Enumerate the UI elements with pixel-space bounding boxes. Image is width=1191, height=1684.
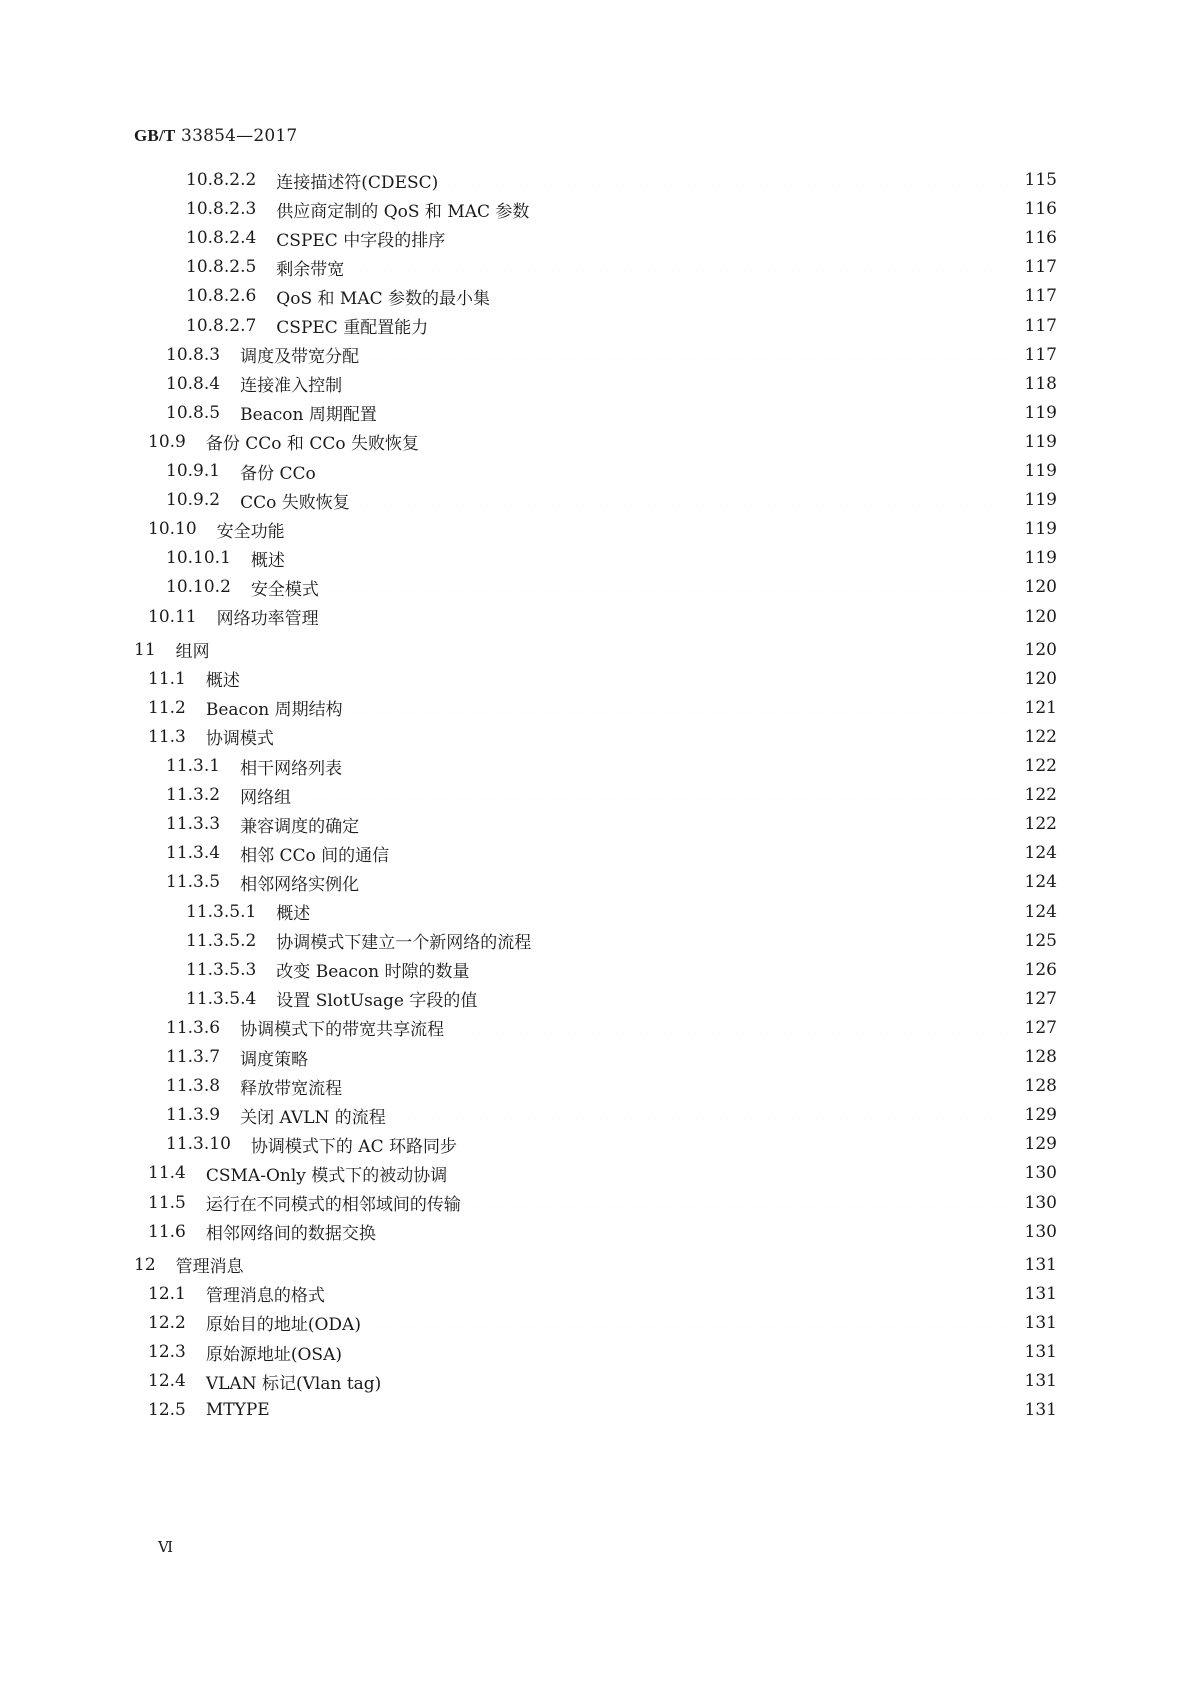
dot-leader <box>394 1110 1013 1120</box>
dot-leader <box>248 674 1013 684</box>
toc-entry-title: 连接描述符(CDESC) <box>276 172 439 193</box>
dot-leader <box>358 495 1013 505</box>
toc-entry-page: 119 <box>1024 402 1057 423</box>
toc-entry-title: CSPEC 中字段的排序 <box>276 230 446 251</box>
dot-leader <box>469 1198 1013 1208</box>
toc-entry-page: 128 <box>1024 1047 1057 1067</box>
toc-entry-page: 130 <box>1024 1192 1057 1213</box>
toc-entry-title: 管理消息的格式 <box>205 1286 325 1307</box>
toc-entry[interactable] <box>166 1103 1057 1127</box>
toc-entry-number: 11.3.5.3 <box>186 959 257 980</box>
toc-entry-page: 130 <box>1024 1163 1057 1184</box>
toc-entry-title: 网络组 <box>240 787 292 808</box>
toc-entry-number: 11.3 <box>148 726 186 747</box>
dot-leader <box>327 612 1013 622</box>
toc-entry-page: 119 <box>1024 548 1057 569</box>
toc-entry-number: 10.10 <box>148 519 197 540</box>
toc-entry-number: 10.11 <box>148 606 197 627</box>
toc-entry-page: 122 <box>1024 814 1057 835</box>
toc-entry-number: 11.1 <box>148 668 186 689</box>
toc-entry[interactable] <box>166 546 1057 570</box>
toc-entry[interactable] <box>166 1016 1057 1040</box>
toc-entry-page: 124 <box>1024 872 1057 893</box>
dot-leader <box>324 466 1013 476</box>
toc-entry[interactable] <box>148 605 1057 629</box>
toc-entry-number: 10.10.1 <box>166 548 231 569</box>
toc-entry[interactable] <box>186 900 1057 924</box>
toc-entry-title: 概述 <box>250 550 285 571</box>
toc-entry[interactable] <box>166 459 1057 483</box>
toc-entry-page: 117 <box>1024 257 1057 278</box>
toc-entry-title: 剩余带宽 <box>276 259 345 280</box>
toc-entry-number: 11.3.7 <box>166 1047 221 1067</box>
toc-entry-page: 116 <box>1024 228 1057 249</box>
toc-entry-page: 121 <box>1024 697 1057 718</box>
toc-entry[interactable] <box>166 575 1057 599</box>
toc-entry[interactable] <box>148 667 1057 691</box>
toc-entry[interactable] <box>166 812 1057 836</box>
toc-entry-title: 协调模式下建立一个新网络的流程 <box>276 933 532 954</box>
toc-entry-title: CSMA-Only 模式下的被动协调 <box>205 1165 448 1186</box>
toc-entry-number: 10.9.1 <box>166 461 221 481</box>
toc-entry-number: 12 <box>134 1254 156 1275</box>
toc-entry-number: 12.1 <box>148 1283 186 1304</box>
dot-leader <box>367 350 1013 360</box>
toc-entry-page: 131 <box>1024 1371 1057 1392</box>
toc-entry-number: 10.8.2.2 <box>186 170 257 190</box>
toc-entry[interactable] <box>186 197 1057 221</box>
toc-entry-page: 131 <box>1024 1342 1057 1362</box>
toc-entry[interactable] <box>186 958 1057 982</box>
toc-entry-title: 设置 SlotUsage 字段的值 <box>276 991 478 1012</box>
dot-leader <box>485 994 1013 1004</box>
toc-entry-number: 11.3.8 <box>166 1076 221 1097</box>
toc-entry[interactable] <box>186 226 1057 250</box>
toc-entry-page: 117 <box>1024 344 1057 365</box>
toc-entry-title: VLAN 标记(Vlan tag) <box>205 1373 382 1394</box>
toc-entry[interactable] <box>166 841 1057 865</box>
toc-entry-number: 11.3.3 <box>166 814 221 835</box>
toc-entry-title: 协调模式下的 AC 环路同步 <box>250 1136 457 1157</box>
toc-entry[interactable] <box>166 372 1057 396</box>
dot-leader <box>427 437 1013 447</box>
dot-leader <box>384 1227 1013 1237</box>
toc-entry[interactable] <box>148 1398 1057 1422</box>
toc-entry-number: 11.3.1 <box>166 756 221 776</box>
dot-leader <box>282 732 1013 742</box>
dot-leader <box>455 1168 1013 1178</box>
toc-entry-title: 安全功能 <box>216 521 285 542</box>
toc-entry-title: 原始目的地址(ODA) <box>205 1315 361 1336</box>
toc-entry-number: 10.8.3 <box>166 344 221 365</box>
toc-entry-page: 127 <box>1024 1017 1057 1038</box>
toc-entry-page: 131 <box>1024 1400 1057 1421</box>
toc-entry-title: 协调模式 <box>205 729 274 750</box>
toc-entry-page: 122 <box>1024 756 1057 776</box>
toc-entry-number: 10.8.2.5 <box>186 257 257 278</box>
dot-leader <box>452 1023 1013 1033</box>
toc-entry-page: 122 <box>1024 726 1057 747</box>
toc-entry-number: 10.9.2 <box>166 490 221 511</box>
toc-entry-number: 11.6 <box>148 1221 186 1242</box>
dot-leader <box>369 1318 1013 1328</box>
toc-entry[interactable] <box>166 1132 1057 1156</box>
toc-entry-title: CSPEC 重配置能力 <box>276 318 429 338</box>
toc-entry-title: 供应商定制的 QoS 和 MAC 参数 <box>276 201 530 222</box>
dot-leader <box>252 1260 1013 1270</box>
toc-entry-page: 124 <box>1024 901 1057 922</box>
toc-entry[interactable] <box>148 725 1057 749</box>
dot-leader <box>389 1376 1013 1386</box>
toc-entry-title: 改变 Beacon 时隙的数量 <box>276 962 470 983</box>
toc-entry[interactable] <box>166 401 1057 425</box>
toc-entry-page: 131 <box>1024 1312 1057 1333</box>
toc-entry-title: 相邻网络实例化 <box>240 874 360 895</box>
dot-leader <box>350 1347 1013 1357</box>
toc-entry-page: 120 <box>1024 606 1057 627</box>
dot-leader <box>327 582 1013 592</box>
dot-leader <box>352 262 1013 272</box>
toc-entry-number: 10.8.2.3 <box>186 199 257 220</box>
toc-entry-page: 125 <box>1024 930 1057 951</box>
dot-leader <box>278 1405 1013 1415</box>
toc-entry-title: Beacon 周期配置 <box>240 405 377 426</box>
toc-entry-number: 12.5 <box>148 1400 186 1421</box>
toc-entry-page: 117 <box>1024 315 1057 336</box>
toc-entry-number: 11.4 <box>148 1163 186 1184</box>
toc-entry-number: 11 <box>134 639 156 660</box>
toc-entry-title: 释放带宽流程 <box>240 1078 343 1099</box>
toc-entry-title: 原始源地址(OSA) <box>205 1344 342 1365</box>
toc-entry-title: 相邻 CCo 间的通信 <box>240 845 390 866</box>
toc-entry[interactable] <box>166 488 1057 512</box>
dot-leader <box>333 1289 1013 1299</box>
toc-entry-title: QoS 和 MAC 参数的最小集 <box>276 288 491 309</box>
toc-entry-page: 120 <box>1024 639 1057 660</box>
toc-entry[interactable] <box>148 430 1057 454</box>
toc-entry[interactable] <box>186 168 1057 192</box>
toc-entry-number: 10.8.4 <box>166 373 221 394</box>
toc-entry-number: 11.3.5.2 <box>186 930 257 951</box>
toc-entry[interactable] <box>148 1161 1057 1185</box>
toc-entry-number: 11.3.5.1 <box>186 901 257 922</box>
dot-leader <box>537 204 1013 214</box>
dot-leader <box>318 907 1013 917</box>
toc-entry-title: 备份 CCo <box>240 463 316 484</box>
standard-code: GB/T <box>134 126 176 145</box>
toc-entry-page: 118 <box>1024 373 1057 394</box>
toc-entry-number: 11.2 <box>148 697 186 718</box>
toc-entry[interactable] <box>134 1253 1057 1277</box>
toc-entry-title: 运行在不同模式的相邻域间的传输 <box>205 1195 461 1215</box>
toc-entry-title: 调度策略 <box>240 1049 309 1070</box>
dot-leader <box>465 1139 1013 1149</box>
toc-entry-number: 11.3.4 <box>166 843 221 864</box>
toc-entry[interactable] <box>186 314 1057 338</box>
dot-leader <box>350 379 1013 389</box>
dot-leader <box>436 321 1013 331</box>
dot-leader <box>385 408 1013 418</box>
page-number-footer: Ⅵ <box>158 1538 174 1556</box>
toc-entry[interactable] <box>186 255 1057 279</box>
toc-entry-title: 组网 <box>175 642 210 663</box>
toc-entry-page: 131 <box>1024 1254 1057 1275</box>
toc-entry-page: 129 <box>1024 1105 1057 1126</box>
toc-entry-page: 127 <box>1024 988 1057 1009</box>
dot-leader <box>539 936 1013 946</box>
toc-entry-number: 11.3.2 <box>166 785 221 806</box>
toc-entry-title: 相邻网络间的数据交换 <box>205 1224 376 1245</box>
dot-leader <box>293 553 1013 563</box>
toc-entry-title: 连接准入控制 <box>240 376 343 397</box>
standard-number: 33854—2017 <box>181 126 298 146</box>
toc-entry[interactable] <box>148 1191 1057 1215</box>
dot-leader <box>350 761 1013 771</box>
toc-entry[interactable] <box>148 696 1057 720</box>
toc-entry[interactable] <box>148 1282 1057 1306</box>
toc-entry-title: 调度及带宽分配 <box>240 347 360 368</box>
dot-leader <box>453 233 1013 243</box>
toc-entry-number: 12.3 <box>148 1342 186 1362</box>
toc-entry[interactable] <box>186 987 1057 1011</box>
toc-entry-number: 11.3.9 <box>166 1105 221 1126</box>
toc-entry-page: 129 <box>1024 1134 1057 1155</box>
toc-entry-title: Beacon 周期结构 <box>205 700 343 721</box>
toc-entry[interactable] <box>148 517 1057 541</box>
toc-entry-title: 兼容调度的确定 <box>240 816 360 837</box>
dot-leader <box>299 790 1013 800</box>
toc-entry-page: 116 <box>1024 199 1057 220</box>
toc-entry-page: 128 <box>1024 1076 1057 1097</box>
toc-entry-number: 10.8.2.6 <box>186 286 257 307</box>
toc-entry-number: 11.3.6 <box>166 1017 221 1038</box>
toc-entry-title: 协调模式下的带宽共享流程 <box>240 1020 445 1041</box>
dot-leader <box>293 524 1013 534</box>
toc-entry-title: 管理消息 <box>175 1257 244 1278</box>
dot-leader <box>316 1052 1013 1062</box>
toc-entry[interactable] <box>134 638 1057 662</box>
toc-entry-title: MTYPE <box>205 1400 270 1421</box>
toc-entry-page: 124 <box>1024 843 1057 864</box>
toc-entry-number: 10.8.2.7 <box>186 315 257 336</box>
toc-entry[interactable] <box>148 1311 1057 1335</box>
dot-leader <box>478 965 1014 975</box>
toc-entry-page: 119 <box>1024 461 1057 481</box>
toc-entry-page: 122 <box>1024 785 1057 806</box>
toc-entry-title: 概述 <box>205 671 240 692</box>
dot-leader <box>367 819 1013 829</box>
toc-entry-page: 119 <box>1024 431 1057 452</box>
toc-entry[interactable] <box>148 1340 1057 1364</box>
toc-entry[interactable] <box>186 284 1057 308</box>
toc-entry-title: 网络功率管理 <box>216 609 319 629</box>
toc-entry-title: 安全模式 <box>250 579 319 600</box>
toc-entry[interactable] <box>166 343 1057 367</box>
toc-entry-page: 119 <box>1024 490 1057 511</box>
toc-entry-title: CCo 失败恢复 <box>240 492 350 513</box>
dot-leader <box>498 291 1013 301</box>
toc-entry[interactable] <box>166 783 1057 807</box>
toc-entry-number: 10.10.2 <box>166 577 231 598</box>
toc-entry[interactable] <box>166 870 1057 894</box>
toc-entry-number: 10.9 <box>148 431 186 452</box>
toc-entry[interactable] <box>166 754 1057 778</box>
toc-entry-title: 相干网络列表 <box>240 758 343 779</box>
toc-entry-title: 备份 CCo 和 CCo 失败恢复 <box>205 434 419 455</box>
toc-entry-title: 概述 <box>276 904 311 924</box>
toc-entry-page: 131 <box>1024 1283 1057 1304</box>
dot-leader <box>367 877 1013 887</box>
toc-entry[interactable] <box>148 1369 1057 1393</box>
toc-entry-number: 10.8.2.4 <box>186 228 257 249</box>
dot-leader <box>446 175 1013 185</box>
dot-leader <box>218 645 1013 655</box>
toc-entry[interactable] <box>148 1220 1057 1244</box>
dot-leader <box>350 1081 1013 1091</box>
dot-leader <box>397 848 1013 858</box>
toc-entry-number: 12.4 <box>148 1371 186 1392</box>
toc-entry-page: 115 <box>1024 170 1057 190</box>
toc-entry[interactable] <box>186 929 1057 953</box>
toc-entry-title: 关闭 AVLN 的流程 <box>240 1107 386 1128</box>
toc-entry-page: 117 <box>1024 286 1057 307</box>
toc-entry-number: 11.3.5 <box>166 872 221 893</box>
toc-entry[interactable] <box>166 1074 1057 1098</box>
toc-entry-number: 12.2 <box>148 1312 186 1333</box>
toc-entry[interactable] <box>166 1045 1057 1069</box>
toc-entry-number: 10.8.5 <box>166 402 221 423</box>
toc-entry-number: 11.3.10 <box>166 1134 231 1155</box>
toc-entry-number: 11.5 <box>148 1192 186 1213</box>
toc-entry-number: 11.3.5.4 <box>186 988 257 1009</box>
toc-entry-page: 130 <box>1024 1221 1057 1242</box>
toc-entry-page: 126 <box>1024 959 1057 980</box>
toc-entry-page: 119 <box>1024 519 1057 540</box>
toc-entry-page: 120 <box>1024 668 1057 689</box>
dot-leader <box>351 703 1013 713</box>
toc-entry-page: 120 <box>1024 577 1057 598</box>
